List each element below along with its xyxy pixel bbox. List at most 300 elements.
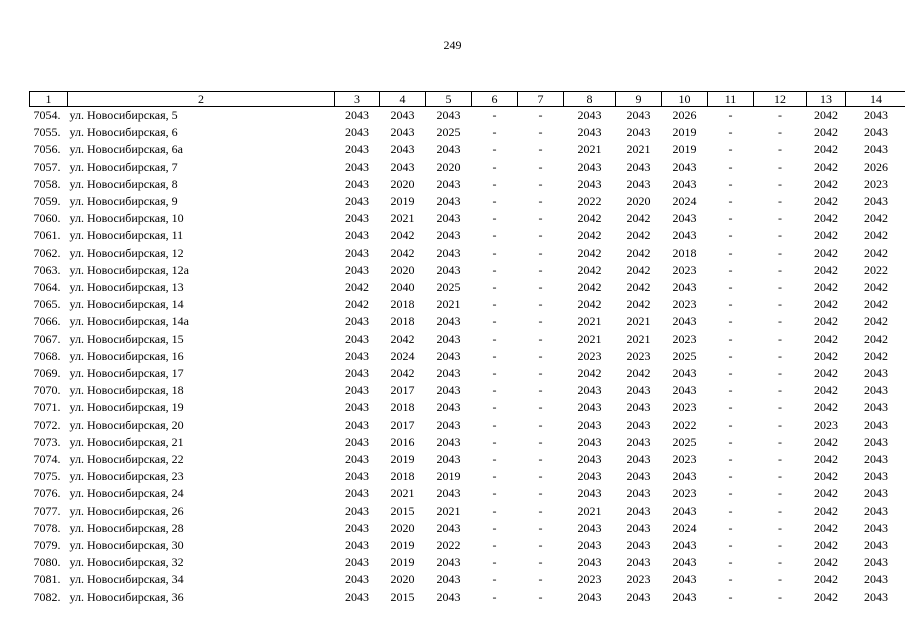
table-row (30, 210, 905, 227)
value-cell: - (728, 383, 733, 398)
value-cell: - (492, 228, 497, 243)
address-cell: ул. Новосибирская, 19 (69, 400, 184, 415)
value-cell: 2043 (345, 434, 369, 449)
table-row (30, 107, 905, 125)
value-cell: 2025 (672, 348, 697, 363)
column-header-2: 2 (68, 92, 335, 107)
value-cell: 2043 (436, 434, 461, 449)
value-cell: 2043 (626, 589, 651, 604)
value-cell: 2043 (864, 142, 888, 157)
value-cell: 2020 (626, 194, 651, 209)
value-cell: - (538, 159, 543, 174)
value-cell: - (778, 434, 782, 449)
value-cell: 2021 (577, 503, 602, 518)
value-cell: 2043 (345, 452, 369, 467)
value-cell: 2043 (626, 176, 651, 191)
address-cell: ул. Новосибирская, 34 (69, 572, 184, 587)
table-row (30, 227, 905, 244)
value-cell: - (728, 452, 733, 467)
value-cell: - (538, 434, 543, 449)
row-number: 7080. (33, 555, 61, 570)
value-cell: 2043 (626, 400, 651, 415)
value-cell: 2042 (577, 211, 602, 226)
value-cell: 2043 (626, 383, 651, 398)
value-cell: 2022 (436, 538, 461, 553)
value-cell: 2043 (345, 245, 369, 260)
value-cell: 2043 (436, 383, 461, 398)
column-header-11: 11 (708, 92, 754, 107)
value-cell: 2043 (436, 589, 461, 604)
value-cell: - (492, 142, 497, 157)
value-cell: - (728, 262, 733, 277)
value-cell: - (492, 108, 497, 122)
value-cell: 2043 (345, 262, 369, 277)
value-cell: 2026 (864, 159, 888, 174)
value-cell: - (728, 314, 733, 329)
column-header-12: 12 (754, 92, 807, 107)
value-cell: 2025 (436, 125, 461, 140)
value-cell: 2042 (626, 245, 651, 260)
value-cell: 2042 (626, 297, 651, 312)
value-cell: 2025 (436, 280, 461, 295)
value-cell: - (492, 486, 497, 501)
value-cell: 2025 (672, 434, 697, 449)
value-cell: 2019 (390, 194, 415, 209)
value-cell: 2042 (814, 589, 838, 604)
value-cell: 2043 (577, 434, 602, 449)
value-cell: - (728, 434, 733, 449)
table-row (30, 124, 905, 141)
value-cell: - (538, 503, 543, 518)
value-cell: - (728, 589, 733, 604)
value-cell: - (538, 194, 543, 209)
row-number: 7060. (33, 211, 61, 226)
row-number: 7055. (33, 125, 61, 140)
value-cell: 2043 (672, 555, 697, 570)
value-cell: - (728, 142, 733, 157)
row-number: 7081. (33, 572, 61, 587)
value-cell: 2042 (814, 262, 838, 277)
value-cell: 2042 (814, 314, 838, 329)
value-cell: 2043 (436, 486, 461, 501)
value-cell: 2018 (672, 245, 697, 260)
value-cell: - (538, 125, 543, 140)
address-cell: ул. Новосибирская, 12 (69, 245, 184, 260)
value-cell: 2042 (814, 159, 838, 174)
table-row (30, 451, 905, 468)
table-row (30, 520, 905, 537)
value-cell: - (538, 280, 543, 295)
value-cell: 2043 (345, 400, 369, 415)
value-cell: 2043 (672, 228, 697, 243)
value-cell: 2023 (626, 348, 651, 363)
address-cell: ул. Новосибирская, 36 (69, 589, 184, 604)
value-cell: - (538, 211, 543, 226)
value-cell: - (728, 520, 733, 535)
address-cell: ул. Новосибирская, 6 (69, 125, 178, 140)
value-cell: - (728, 331, 733, 346)
value-cell: 2015 (390, 503, 415, 518)
value-cell: - (778, 520, 782, 535)
value-cell: - (728, 176, 733, 191)
value-cell: 2043 (345, 159, 369, 174)
value-cell: - (728, 503, 733, 518)
value-cell: - (492, 589, 497, 604)
value-cell: 2042 (814, 400, 838, 415)
value-cell: 2042 (390, 366, 415, 381)
value-cell: 2043 (864, 417, 888, 432)
value-cell: 2043 (436, 211, 461, 226)
value-cell: 2043 (577, 108, 602, 122)
value-cell: 2043 (345, 469, 369, 484)
value-cell: - (538, 383, 543, 398)
value-cell: 2043 (626, 434, 651, 449)
value-cell: - (538, 262, 543, 277)
value-cell: - (778, 348, 782, 363)
column-number-row (30, 92, 905, 107)
value-cell: - (728, 194, 733, 209)
column-header-4: 4 (380, 92, 426, 107)
value-cell: - (778, 589, 782, 604)
value-cell: 2043 (345, 125, 369, 140)
row-number: 7069. (33, 366, 61, 381)
value-cell: - (492, 366, 497, 381)
row-number: 7077. (33, 503, 61, 518)
value-cell: 2023 (672, 331, 697, 346)
value-cell: - (538, 331, 543, 346)
value-cell: - (778, 176, 782, 191)
value-cell: 2042 (814, 331, 838, 346)
value-cell: 2043 (672, 589, 697, 604)
value-cell: 2042 (814, 469, 838, 484)
value-cell: - (728, 572, 733, 587)
value-cell: - (778, 297, 782, 312)
value-cell: 2042 (864, 245, 888, 260)
table-row (30, 571, 905, 588)
value-cell: 2017 (390, 383, 415, 398)
value-cell: 2043 (577, 486, 602, 501)
value-cell: - (728, 297, 733, 312)
value-cell: - (492, 211, 497, 226)
value-cell: - (778, 262, 782, 277)
value-cell: - (778, 211, 782, 226)
value-cell: 2021 (436, 503, 461, 518)
table-row (30, 245, 905, 262)
value-cell: - (492, 176, 497, 191)
table-row (30, 485, 905, 502)
value-cell: 2043 (864, 503, 888, 518)
value-cell: - (492, 159, 497, 174)
value-cell: 2043 (436, 314, 461, 329)
value-cell: 2026 (672, 108, 697, 122)
value-cell: - (538, 538, 543, 553)
value-cell: - (728, 486, 733, 501)
value-cell: - (492, 555, 497, 570)
value-cell: 2021 (626, 314, 651, 329)
address-cell: ул. Новосибирская, 23 (69, 469, 184, 484)
value-cell: - (538, 228, 543, 243)
value-cell: 2023 (814, 417, 838, 432)
value-cell: - (492, 400, 497, 415)
value-cell: 2019 (390, 555, 415, 570)
address-cell: ул. Новосибирская, 6а (69, 142, 183, 157)
table-row (30, 503, 905, 520)
value-cell: - (538, 142, 543, 157)
value-cell: 2043 (436, 348, 461, 363)
value-cell: - (778, 383, 782, 398)
value-cell: - (492, 572, 497, 587)
value-cell: 2043 (345, 108, 369, 122)
value-cell: - (538, 314, 543, 329)
value-cell: 2043 (626, 538, 651, 553)
value-cell: 2043 (864, 400, 888, 415)
value-cell: 2043 (672, 159, 697, 174)
value-cell: - (728, 417, 733, 432)
row-number: 7079. (33, 538, 61, 553)
value-cell: - (778, 366, 782, 381)
value-cell: 2021 (626, 142, 651, 157)
address-cell: ул. Новосибирская, 17 (69, 366, 184, 381)
value-cell: - (492, 469, 497, 484)
value-cell: - (778, 228, 782, 243)
value-cell: 2043 (345, 555, 369, 570)
address-cell: ул. Новосибирская, 10 (69, 211, 184, 226)
value-cell: 2042 (814, 280, 838, 295)
value-cell: 2024 (390, 348, 415, 363)
value-cell: 2042 (577, 297, 602, 312)
value-cell: 2042 (577, 228, 602, 243)
table-row (30, 193, 905, 210)
value-cell: 2043 (436, 262, 461, 277)
value-cell: - (728, 400, 733, 415)
value-cell: 2043 (626, 452, 651, 467)
value-cell: 2043 (626, 503, 651, 518)
column-header-14: 14 (846, 92, 905, 107)
address-cell: ул. Новосибирская, 20 (69, 417, 184, 432)
table-row (30, 399, 905, 416)
value-cell: 2023 (672, 262, 697, 277)
table-row (30, 468, 905, 485)
value-cell: 2040 (390, 280, 415, 295)
value-cell: 2043 (577, 555, 602, 570)
value-cell: 2043 (626, 125, 651, 140)
value-cell: 2043 (436, 572, 461, 587)
value-cell: 2043 (672, 366, 697, 381)
value-cell: 2021 (390, 486, 415, 501)
value-cell: - (492, 383, 497, 398)
value-cell: 2043 (864, 486, 888, 501)
column-header-3: 3 (335, 92, 380, 107)
value-cell: 2023 (577, 348, 602, 363)
value-cell: - (778, 572, 782, 587)
value-cell: 2023 (864, 176, 888, 191)
table-row (30, 348, 905, 365)
address-cell: ул. Новосибирская, 14 (69, 297, 184, 312)
value-cell: 2020 (390, 520, 415, 535)
address-cell: ул. Новосибирская, 24 (69, 486, 184, 501)
column-header-6: 6 (472, 92, 518, 107)
value-cell: 2043 (345, 520, 369, 535)
value-cell: 2043 (864, 108, 888, 122)
value-cell: 2043 (626, 417, 651, 432)
row-number: 7057. (33, 159, 61, 174)
value-cell: - (538, 108, 543, 122)
value-cell: - (492, 331, 497, 346)
value-cell: 2042 (814, 348, 838, 363)
value-cell: 2015 (390, 589, 415, 604)
row-number: 7059. (33, 194, 61, 209)
value-cell: 2042 (390, 245, 415, 260)
table-row (30, 279, 905, 296)
column-header-1: 1 (30, 92, 68, 107)
value-cell: 2043 (577, 589, 602, 604)
row-number: 7061. (33, 228, 61, 243)
value-cell: - (728, 108, 733, 122)
value-cell: - (778, 331, 782, 346)
value-cell: - (492, 452, 497, 467)
value-cell: 2043 (345, 417, 369, 432)
value-cell: 2043 (577, 520, 602, 535)
table-row (30, 365, 905, 382)
value-cell: 2024 (672, 194, 697, 209)
value-cell: 2020 (390, 572, 415, 587)
table-row (30, 537, 905, 554)
value-cell: 2042 (345, 280, 369, 295)
value-cell: 2042 (577, 245, 602, 260)
value-cell: 2043 (864, 520, 888, 535)
value-cell: - (778, 452, 782, 467)
value-cell: 2043 (577, 417, 602, 432)
value-cell: 2043 (345, 176, 369, 191)
address-cell: ул. Новосибирская, 14а (69, 314, 189, 329)
value-cell: 2043 (436, 331, 461, 346)
value-cell: 2043 (672, 538, 697, 553)
value-cell: 2042 (814, 142, 838, 157)
value-cell: - (538, 366, 543, 381)
table-row (30, 589, 905, 606)
value-cell: - (778, 125, 782, 140)
value-cell: 2043 (345, 366, 369, 381)
value-cell: - (728, 245, 733, 260)
value-cell: 2018 (390, 297, 415, 312)
column-header-13: 13 (807, 92, 846, 107)
table-row (30, 159, 905, 176)
value-cell: - (538, 589, 543, 604)
value-cell: 2043 (864, 194, 888, 209)
address-cell: ул. Новосибирская, 11 (69, 228, 184, 243)
value-cell: 2043 (345, 572, 369, 587)
row-number: 7064. (33, 280, 61, 295)
value-cell: - (492, 348, 497, 363)
value-cell: - (492, 262, 497, 277)
row-number: 7063. (33, 262, 61, 277)
row-number: 7071. (33, 400, 61, 415)
address-cell: ул. Новосибирская, 22 (69, 452, 184, 467)
value-cell: 2023 (672, 452, 697, 467)
value-cell: 2043 (436, 452, 461, 467)
value-cell: - (778, 486, 782, 501)
address-cell: ул. Новосибирская, 8 (69, 176, 178, 191)
value-cell: 2043 (577, 176, 602, 191)
value-cell: 2043 (672, 280, 697, 295)
value-cell: 2019 (672, 142, 697, 157)
value-cell: 2042 (626, 262, 651, 277)
value-cell: 2043 (345, 314, 369, 329)
value-cell: - (728, 211, 733, 226)
value-cell: 2043 (390, 125, 415, 140)
value-cell: 2043 (436, 194, 461, 209)
value-cell: 2020 (390, 262, 415, 277)
address-cell: ул. Новосибирская, 21 (69, 434, 184, 449)
value-cell: 2043 (390, 159, 415, 174)
table-row (30, 382, 905, 399)
value-cell: 2043 (864, 383, 888, 398)
table-row (30, 417, 905, 434)
value-cell: 2019 (436, 469, 461, 484)
value-cell: 2043 (436, 417, 461, 432)
registry-table (29, 91, 905, 606)
value-cell: 2042 (814, 366, 838, 381)
value-cell: 2021 (577, 314, 602, 329)
value-cell: 2043 (672, 572, 697, 587)
value-cell: 2043 (436, 400, 461, 415)
value-cell: 2042 (390, 331, 415, 346)
row-number: 7072. (33, 417, 61, 432)
address-cell: ул. Новосибирская, 16 (69, 348, 184, 363)
value-cell: 2023 (577, 572, 602, 587)
value-cell: 2042 (577, 366, 602, 381)
value-cell: 2042 (814, 245, 838, 260)
table-row (30, 434, 905, 451)
table-row (30, 296, 905, 313)
table-row (30, 313, 905, 330)
address-cell: ул. Новосибирская, 15 (69, 331, 184, 346)
value-cell: 2043 (577, 452, 602, 467)
value-cell: - (778, 538, 782, 553)
value-cell: 2043 (345, 142, 369, 157)
value-cell: 2043 (436, 176, 461, 191)
column-header-5: 5 (426, 92, 472, 107)
table-row (30, 176, 905, 193)
value-cell: 2042 (864, 228, 888, 243)
address-cell: ул. Новосибирская, 26 (69, 503, 184, 518)
value-cell: 2018 (390, 469, 415, 484)
column-header-10: 10 (662, 92, 708, 107)
page-number: 249 (443, 38, 462, 52)
value-cell: 2042 (814, 125, 838, 140)
value-cell: 2043 (577, 125, 602, 140)
value-cell: - (728, 280, 733, 295)
value-cell: 2042 (577, 262, 602, 277)
value-cell: - (538, 348, 543, 363)
value-cell: 2042 (626, 228, 651, 243)
value-cell: 2043 (672, 314, 697, 329)
value-cell: 2042 (814, 520, 838, 535)
row-number: 7070. (33, 383, 61, 398)
value-cell: - (538, 400, 543, 415)
value-cell: 2042 (814, 486, 838, 501)
value-cell: - (728, 555, 733, 570)
value-cell: 2043 (864, 555, 888, 570)
row-number: 7076. (33, 486, 61, 501)
value-cell: - (538, 245, 543, 260)
row-number: 7078. (33, 520, 61, 535)
value-cell: 2042 (626, 280, 651, 295)
row-number: 7073. (33, 434, 61, 449)
value-cell: 2043 (345, 211, 369, 226)
value-cell: - (728, 159, 733, 174)
value-cell: 2043 (436, 142, 461, 157)
